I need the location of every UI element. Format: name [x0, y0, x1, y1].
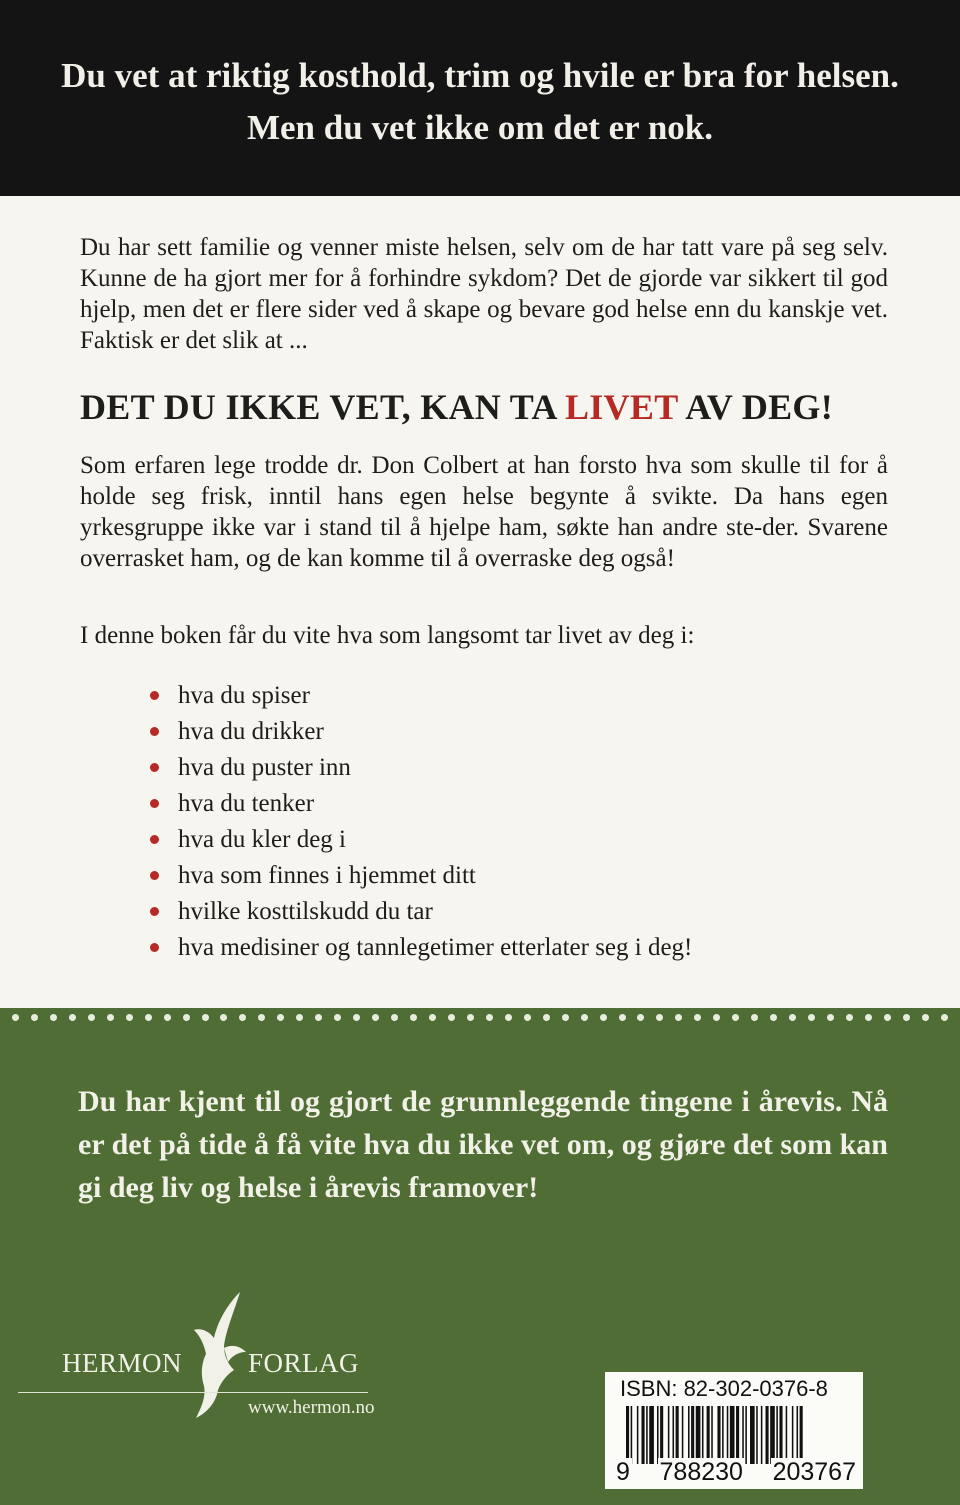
barcode-bar — [668, 1406, 670, 1464]
barcode-bar — [688, 1406, 690, 1464]
bullet-dot-icon — [150, 943, 159, 952]
list-item: hva som finnes i hjemmet ditt — [150, 858, 870, 894]
barcode-bar — [722, 1406, 724, 1464]
bullet-dot-icon — [150, 691, 159, 700]
barcode-bar — [707, 1406, 710, 1464]
border-dot — [865, 1014, 872, 1021]
border-dot — [69, 1014, 76, 1021]
border-dot — [296, 1014, 303, 1021]
barcode-bar — [776, 1406, 778, 1464]
border-dot — [145, 1014, 152, 1021]
barcode-bar — [730, 1406, 735, 1464]
border-dot — [12, 1014, 19, 1021]
border-dot — [486, 1014, 493, 1021]
border-dot — [713, 1014, 720, 1021]
barcode-bar — [727, 1406, 729, 1464]
bullet-dot-icon — [150, 871, 159, 880]
list-item: hva du tenker — [150, 786, 870, 822]
barcode-bar — [792, 1406, 794, 1464]
barcode-bar — [649, 1406, 654, 1464]
border-dot — [107, 1014, 114, 1021]
border-dot — [50, 1014, 57, 1021]
border-dot — [637, 1014, 644, 1021]
barcode-bar — [676, 1406, 679, 1464]
border-dot — [808, 1014, 815, 1021]
barcode-digits — [614, 1458, 858, 1487]
border-dot — [941, 1014, 948, 1021]
border-dot — [505, 1014, 512, 1021]
barcode-bar — [626, 1406, 629, 1464]
barcode-bar — [631, 1406, 633, 1464]
barcode-bar — [797, 1406, 799, 1464]
barcode-bar — [742, 1406, 744, 1464]
border-dot — [258, 1014, 265, 1021]
barcode-bar — [745, 1406, 747, 1464]
barcode-bar — [717, 1406, 720, 1464]
list-intro: I denne boken får du vite hva som langsomt tar livet av deg i: — [80, 622, 695, 649]
bullet-dot-icon — [150, 799, 159, 808]
publisher-name-right: FORLAG — [248, 1348, 360, 1378]
border-dot — [732, 1014, 739, 1021]
list-item: hva du puster inn — [150, 750, 870, 786]
border-dot — [220, 1014, 227, 1021]
barcode-digit-lead: 9 — [616, 1458, 630, 1486]
barcode-bar — [786, 1406, 788, 1464]
border-dot — [164, 1014, 171, 1021]
border-dot — [277, 1014, 284, 1021]
barcode-bar — [800, 1406, 803, 1464]
headline-post: AV DEG! — [677, 387, 834, 427]
border-dot — [922, 1014, 929, 1021]
barcode-bar — [711, 1406, 713, 1464]
barcode-bar — [637, 1406, 639, 1464]
border-dot — [675, 1014, 682, 1021]
border-dot — [789, 1014, 796, 1021]
dotted-border — [0, 1010, 960, 1026]
border-dot — [827, 1014, 834, 1021]
border-dot — [656, 1014, 663, 1021]
border-dot — [429, 1014, 436, 1021]
border-dot — [846, 1014, 853, 1021]
intro-paragraph: Du har sett familie og venner miste helsen, selv om de har tatt vare på seg selv. Kunne de ha gjort mer for å forhindre sykdom? Det de gjorde var sikkert til god hjelp, men det er flere sider ved å skape og bevare god helse enn du kanskje vet. Faktisk er det slik at ... — [80, 234, 888, 354]
list-item: hva du drikker — [150, 714, 870, 750]
barcode-digit-group2: 203767 — [772, 1458, 856, 1486]
bullet-dot-icon — [150, 727, 159, 736]
barcode-bar — [750, 1406, 755, 1464]
barcode-bar — [766, 1406, 769, 1464]
author-paragraph: Som erfaren lege trodde dr. Don Colbert at han forsto hva som skulle til for å holde seg frisk, inntil hans egen helse begynte å svikte. Da hans egen yrkesgruppe ikke var i stand til å hjelpe ham, søkte han andre ste-der. Svarene overrasket ham, og de kan komme til å overraske deg også! — [80, 452, 888, 572]
barcode-bar — [642, 1406, 645, 1464]
barcode-bar — [696, 1406, 701, 1464]
barcode-bar — [770, 1406, 775, 1464]
publisher-name-left: HERMON — [62, 1348, 183, 1378]
list-item: hva medisiner og tannlegetimer etterlater seg i deg! — [150, 930, 870, 966]
border-dot — [126, 1014, 133, 1021]
border-dot — [88, 1014, 95, 1021]
border-dot — [694, 1014, 701, 1021]
barcode-bar — [756, 1406, 758, 1464]
top-band — [0, 0, 960, 196]
border-dot — [448, 1014, 455, 1021]
border-dot — [353, 1014, 360, 1021]
list-item: hvilke kosttilskudd du tar — [150, 894, 870, 930]
barcode-digit-group1: 788230 — [659, 1458, 743, 1486]
border-dot — [524, 1014, 531, 1021]
barcode-bar — [779, 1406, 782, 1464]
border-dot — [410, 1014, 417, 1021]
border-dot — [884, 1014, 891, 1021]
publisher-url[interactable]: www.hermon.no — [248, 1397, 375, 1418]
barcode-bar — [736, 1406, 739, 1464]
border-dot — [467, 1014, 474, 1021]
border-dot — [315, 1014, 322, 1021]
border-dot — [372, 1014, 379, 1021]
headline — [80, 384, 900, 430]
barcode-bar — [761, 1406, 763, 1464]
border-dot — [391, 1014, 398, 1021]
border-dot — [202, 1014, 209, 1021]
headline-accent: LIVET — [565, 387, 678, 427]
border-dot — [543, 1014, 550, 1021]
bullet-dot-icon — [150, 763, 159, 772]
border-dot — [239, 1014, 246, 1021]
barcode-bar — [673, 1406, 675, 1464]
list-item: hva du spiser — [150, 678, 870, 714]
border-dot — [183, 1014, 190, 1021]
bullet-list — [150, 678, 870, 966]
border-dot — [581, 1014, 588, 1021]
border-dot — [334, 1014, 341, 1021]
border-dot — [562, 1014, 569, 1021]
barcode-bar — [682, 1406, 684, 1464]
border-dot — [770, 1014, 777, 1021]
border-dot — [619, 1014, 626, 1021]
list-item: hva du kler deg i — [150, 822, 870, 858]
border-dot — [751, 1014, 758, 1021]
barcode-bar — [702, 1406, 704, 1464]
dove-icon — [188, 1290, 250, 1422]
barcode-bar — [646, 1406, 648, 1464]
tagline: Du vet at riktig kosthold, trim og hvile er bra for helsen. Men du vet ikke om det er nok. — [61, 56, 899, 147]
barcode-bar — [657, 1406, 659, 1464]
headline-pre: DET DU IKKE VET, KAN TA — [80, 387, 565, 427]
isbn-label: ISBN: 82-302-0376-8 — [620, 1376, 828, 1401]
publisher-divider — [18, 1392, 368, 1393]
border-dot — [31, 1014, 38, 1021]
closing-paragraph: Du har kjent til og gjort de grunnleggende tingene i årevis. Nå er det på tide å få vite hva du ikke vet om, og gjøre det som kan gi deg liv og helse i årevis framover! — [78, 1085, 888, 1204]
bullet-dot-icon — [150, 835, 159, 844]
border-dot — [903, 1014, 910, 1021]
border-dot — [600, 1014, 607, 1021]
bullet-dot-icon — [150, 907, 159, 916]
barcode-bar — [691, 1406, 694, 1464]
barcode-bar — [660, 1406, 663, 1464]
